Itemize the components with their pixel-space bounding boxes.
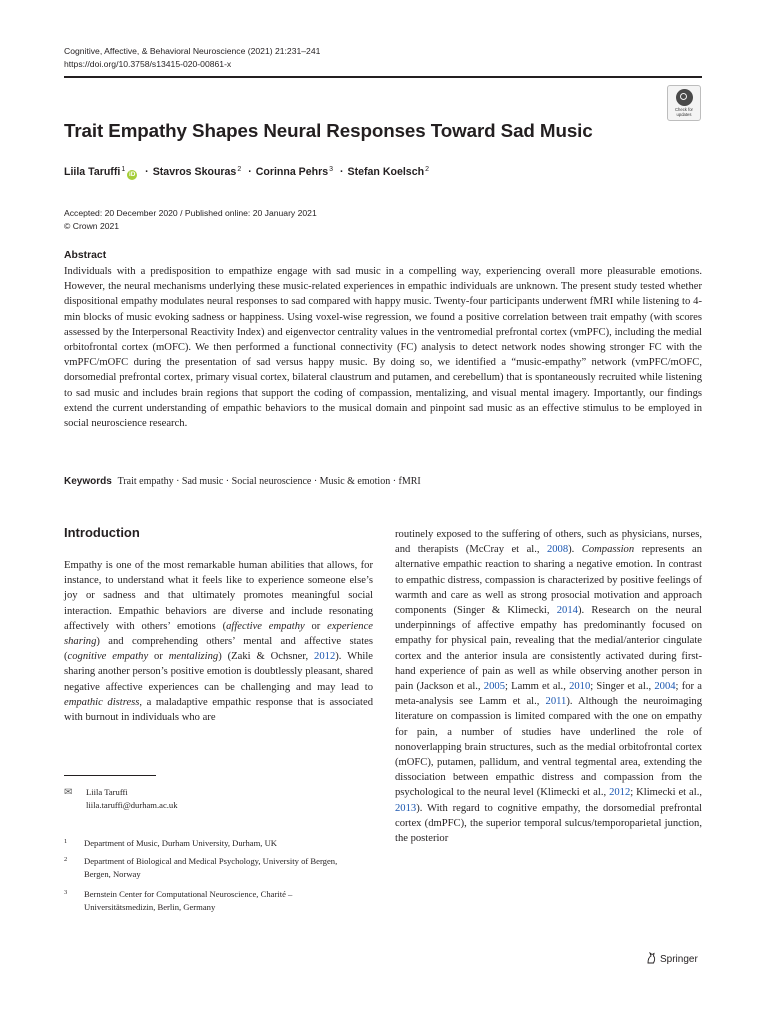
citation-link[interactable]: 2008 [546,544,569,556]
header-rule [64,76,702,78]
publication-dates [64,207,317,233]
correspondence-email[interactable]: liila.taruffi@durham.ac.uk [86,800,178,810]
publisher-logo [646,952,698,965]
keywords-label: Keywords [64,476,112,487]
body-text: , a maladaptive empathic response that is associated with burnout in individuals who are [64,696,373,724]
abstract-text: Individuals with a predisposition to empathize engage with sad music in a compelling way, experiencing overall more pleasurable emotions. However, the neural mechanisms underlying these music-related experiences in empathic individuals are unknown. The present study tested whether dispositional empathy modulates neural responses to sad compared with happy music. Twenty-four participants underwent fMRI while listening to 4-min blocks of music evoking sadness or happiness. Using voxel-wise regression, we found a positive correlation between trait empathy (with scores assessed by the Interpersonal Reactivity Index) and eigenvector centrality values in the ventromedial prefrontal cortex (vmPFC), including the medial orbitofrontal cortex (mOFC). We then performed a functional connectivity (FC) analysis to detect network nodes showing stronger FC with the vmPFC/mOFC during the presentation of sad versus happy music. By doing so, we identified a “music-empathy” network (vmPFC/mOFC, dorsomedial prefrontal cortex, primary visual cortex, bilateral claustrum and putamen, and cerebellum) that is spontaneously recruited while listening to sad music and includes brain regions that support the coding of compassion, mentalizing, and visual mental imagery. Importantly, our findings extend the current understanding of empathic behaviors to the musical domain and pinpoint sad music as an effective stimulus to be employed in social neuroscience research. [64,266,702,430]
affiliation-text: Bernstein Center for Computational Neuroscience, Charité – Universitätsmedizin, Berlin, Germany [84,889,293,912]
accepted-published-date: Accepted: 20 December 2020 / Published online: 20 January 2021 [64,208,317,218]
citation-link[interactable]: 2011 [545,696,567,708]
emphasis-text: Compassion [581,544,635,556]
body-text: Empathy is one of the most remarkable human abilities that allows, for instance, to understand what it feels like to experience someone else’s joy or sadness and that ultimately promotes meaningful social interaction. Empathic behaviors are diverse and include resonating affectively with others’ emotions ( [64,560,373,632]
author-name[interactable]: Stavros Skouras [152,166,237,178]
body-text: ; for a meta-analysis see Lamm et al., [395,681,702,708]
body-text: routinely exposed to the suffering of others, such as physicians, nurses, and therapists (McCray et al., [395,529,702,556]
author-separator: · [248,166,252,178]
author-list [64,166,429,180]
doi-link[interactable]: https://doi.org/10.3758/s13415-020-00861-x [64,59,232,69]
citation-link[interactable]: 2012 [609,787,631,799]
author-affiliation-ref: 3 [329,166,334,173]
citation-link[interactable]: 2004 [654,681,676,693]
footnote-rule [64,775,156,776]
emphasis-text: experience sharing [64,620,373,648]
journal-header [64,45,320,71]
body-text: or [304,620,328,632]
emphasis-text: affective empathy [226,620,305,632]
affiliation-number: 1 [64,838,68,845]
citation-link[interactable]: 2014 [556,605,578,617]
author-affiliation-ref: 1 [121,166,126,173]
check-for-updates-icon [676,89,693,106]
correspondence-name: Liila Taruffi [86,787,128,797]
emphasis-text: empathic distress [64,696,140,708]
citation-link[interactable]: 2013 [395,802,417,814]
copyright-icon: © [64,221,71,231]
author-affiliation-ref: 2 [237,166,242,173]
citation-link[interactable]: 2012 [314,651,336,663]
author-name[interactable]: Corinna Pehrs [255,166,329,178]
keywords-list: Trait empathy · Sad music · Social neuroscience · Music & emotion · fMRI [117,476,421,487]
springer-horse-icon [646,952,656,964]
citation-link[interactable]: 2005 [483,681,505,693]
body-text: ). While sharing another person’s positive emotion is doubtlessly pleasant, shared negative affective experiences can be challenging and may lead to [64,651,373,693]
abstract-heading: Abstract [64,250,107,261]
copyright-line [64,220,317,233]
badge-label-2: updates [676,112,692,117]
article-title: Trait Empathy Shapes Neural Responses Toward Sad Music [64,120,593,141]
intro-left-column [64,558,373,725]
affiliation-text: Department of Music, Durham University, Durham, UK [84,838,277,848]
introduction-heading: Introduction [64,525,140,540]
author-affiliation-ref: 2 [425,166,429,173]
emphasis-text: mentalizing [168,651,219,663]
publisher-name: Springer [660,954,698,965]
author-separator: · [340,166,344,178]
body-text: represents an alternative empathic reaction to sharing a negative emotion. In contrast to empathic distress, compassion is characterized by positive feelings of warmth and care as well as strong prosocial motivation and approach components (Singer & Klimecki, [395,544,702,617]
body-text: ). Although the neuroimaging literature on compassion is limited compared with the one on empathy for pain, a number of studies have underlined the role of nonoverlapping brain structures, such as the medial orbitofrontal cortex (mOFC), putamen, pallidum, and ventral tegmental area, extending the dissociation between empathic distress and compassion from the psychological to the neural level (Klimecki et al., [395,696,703,799]
author-name[interactable]: Stefan Koelsch [347,166,425,178]
affiliation-item [64,888,364,914]
keywords [64,476,421,487]
citation-link[interactable]: 2010 [569,681,591,693]
affiliation-number: 2 [64,856,68,863]
body-text: ; Lamm et al., [504,681,570,693]
body-text: ). Research on the neural underpinnings of affective empathy has predominantly focused on empathy for physical pain, revealing that the medial/anterior cingulate cortex and the anterior insula are consistently activated during first-hand experience of pain as well as while observing another person in pain (Jackson et al., [395,605,702,693]
journal-citation: Cognitive, Affective, & Behavioral Neuroscience (2021) 21:231–241 [64,46,321,56]
copyright-text: Crown 2021 [72,221,120,231]
affiliation-item [64,837,364,850]
author-name[interactable]: Liila Taruffi [64,166,121,178]
author-separator: · [145,166,149,178]
body-text: ) (Zaki & Ochsner, [218,651,315,663]
correspondence [64,786,178,812]
affiliation-item [64,855,364,881]
check-for-updates-badge[interactable] [667,85,701,121]
intro-right-column [395,527,702,846]
body-text: ). With regard to cognitive empathy, the dorsomedial prefrontal cortex (dmPFC), the superior temporal sulcus/temporoparietal junction, the posterior [395,802,702,845]
affiliation-text: Department of Biological and Medical Psychology, University of Bergen, Bergen, Norway [84,856,338,879]
emphasis-text: cognitive empathy [67,651,149,663]
body-text: ; Klimecki et al., [630,787,702,799]
affiliation-number: 3 [64,889,68,896]
body-text: ). [568,544,582,556]
body-text: ) and comprehending others’ mental and affective states ( [64,636,373,663]
envelope-icon: ✉ [64,787,73,798]
orcid-icon[interactable]: iD [128,171,136,178]
badge-label-1: Check for [675,107,693,112]
body-text: ; Singer et al., [590,681,655,693]
body-text: or [148,651,169,663]
